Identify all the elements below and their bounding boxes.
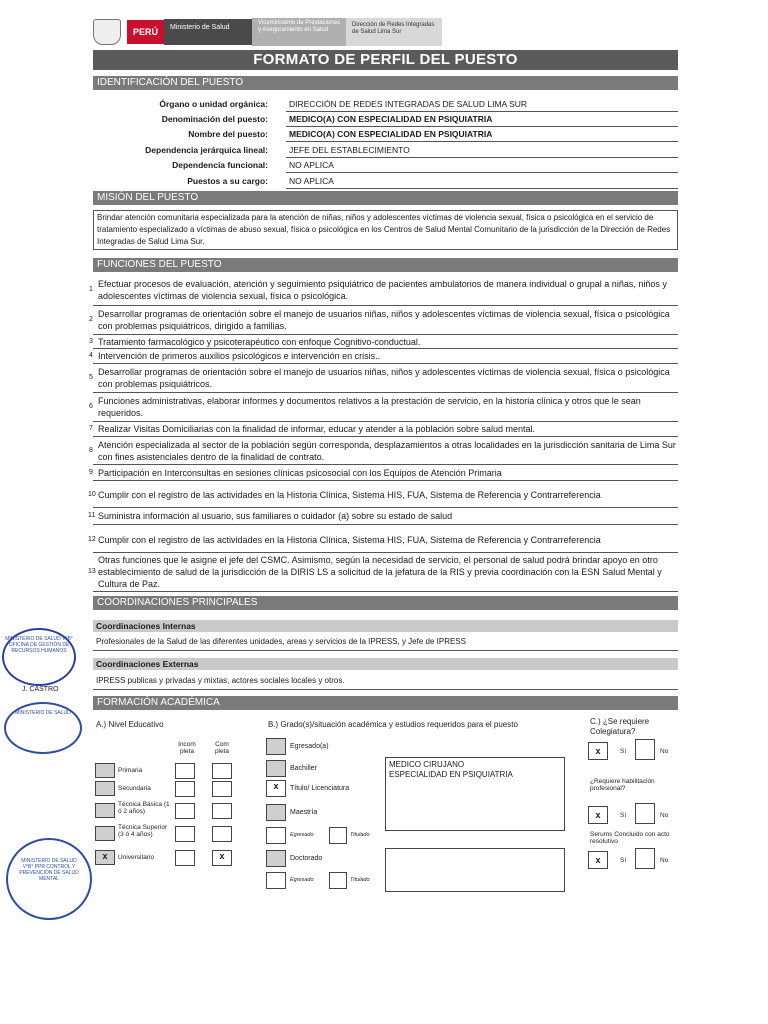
grado-label: Egresado(a) bbox=[290, 743, 329, 750]
completa-checkbox[interactable] bbox=[212, 803, 232, 819]
section-identificacion: IDENTIFICACIÓN DEL PUESTO bbox=[93, 76, 678, 90]
id-row-value: DIRECCIÓN DE REDES INTEGRADAS DE SALUD LIMA SUR bbox=[286, 97, 678, 112]
page-title: FORMATO DE PERFIL DEL PUESTO bbox=[93, 50, 678, 70]
section-mision: MISIÓN DEL PUESTO bbox=[93, 191, 678, 205]
titulado-checkbox[interactable] bbox=[329, 872, 347, 889]
function-row bbox=[88, 483, 678, 508]
titulado-label: Titulado bbox=[350, 877, 370, 883]
egresado-label: Egresado bbox=[290, 832, 314, 838]
completa-label: Com pleta bbox=[214, 741, 230, 755]
id-row-label: Dependencia jerárquica lineal: bbox=[145, 145, 268, 155]
function-row bbox=[89, 335, 678, 349]
grado-label: Título/ Licenciatura bbox=[290, 785, 350, 792]
function-number: 11 bbox=[88, 512, 96, 519]
si-checkbox[interactable]: x bbox=[588, 851, 608, 869]
function-row bbox=[89, 422, 678, 437]
titulado-checkbox[interactable] bbox=[329, 827, 347, 844]
id-row-value: NO APLICA bbox=[286, 174, 678, 189]
no-label: No bbox=[660, 812, 669, 819]
completa-checkbox[interactable] bbox=[212, 781, 232, 797]
coordinaciones-externas-text: IPRESS publicas y privadas y mixtas, actores sociales locales y otros. bbox=[93, 672, 678, 690]
grado-box-maestria bbox=[385, 803, 565, 831]
id-row-label: Órgano o unidad orgánica: bbox=[159, 99, 268, 109]
si-label: Sí bbox=[620, 857, 627, 864]
function-text: Cumplir con el registro de las actividades en la Historia Clínica, Sistema HIS, FUA, Sistema de Referencia y Contrarreferencia bbox=[98, 534, 601, 545]
function-text: Atención especializada al sector de la población según corresponda, desplazamientos a otras localidades en la jurisdicción sanitaria de Lima Sur con fines asistenciales dentro de la finalidad de contrato. bbox=[98, 439, 676, 462]
function-number: 6 bbox=[89, 403, 93, 410]
id-row-value: MEDICO(A) CON ESPECIALIDAD EN PSIQUIATRIA bbox=[286, 112, 678, 127]
grado-checkbox[interactable]: x bbox=[266, 780, 286, 797]
ministry-label: Ministerio de Salud bbox=[164, 19, 252, 45]
section-coordinaciones: COORDINACIONES PRINCIPALES bbox=[93, 596, 678, 610]
nivel-checkbox[interactable] bbox=[95, 826, 115, 841]
function-number: 8 bbox=[89, 446, 93, 454]
function-row bbox=[88, 553, 678, 592]
colegiatura-label: C.) ¿Se requiere Colegiatura? bbox=[590, 717, 650, 736]
si-label: Sí bbox=[620, 748, 627, 755]
function-row bbox=[89, 393, 678, 422]
nivel-checkbox[interactable] bbox=[95, 781, 115, 796]
id-row-value: JEFE DEL ESTABLECIMIENTO bbox=[286, 143, 678, 158]
function-number: 2 bbox=[89, 316, 93, 323]
nivel-checkbox[interactable] bbox=[95, 763, 115, 778]
function-text: Desarrollar programas de orientación sobre el manejo de usuarios niñas, niños y adolescentes víctimas de violencia sexual, física o psicológica con problemas psiquiátricos, dirigido a familias. bbox=[98, 309, 670, 331]
function-number: 5 bbox=[89, 374, 93, 381]
grado-label: Bachiller bbox=[290, 765, 317, 772]
no-checkbox[interactable] bbox=[635, 848, 655, 869]
grado-checkbox[interactable] bbox=[266, 804, 286, 821]
no-checkbox[interactable] bbox=[635, 803, 655, 824]
nivel-label: Primaria bbox=[118, 767, 143, 774]
function-number: 3 bbox=[89, 337, 93, 345]
incompleta-checkbox[interactable] bbox=[175, 826, 195, 842]
function-text: Realizar Visitas Domiciliarias con la finalidad de informar, educar y atender a la población sobre salud mental. bbox=[98, 424, 536, 434]
stamp-salud-mental bbox=[6, 838, 92, 920]
function-text: Desarrollar programas de orientación sobre el manejo de usuarios niñas, niños y adolescentes víctimas de violencia sexual, física o psicológica con problemas psiquiátricos. bbox=[98, 367, 670, 389]
function-text: Tratamiento farmacológico y psicoterapéutico con enfoque Cognitivo-conductual. bbox=[98, 336, 421, 347]
grado-label: B.) Grado(s)/situación académica y estudios requeridos para el puesto bbox=[268, 720, 518, 729]
no-label: No bbox=[660, 748, 669, 755]
nivel-label: Técnica Superior (3 ó 4 años) bbox=[118, 824, 168, 838]
function-text: Cumplir con el registro de las actividades en la Historia Clínica, Sistema HIS, FUA, Sistema de Referencia y Contrarreferencia bbox=[98, 490, 601, 500]
function-number: 13 bbox=[88, 568, 96, 575]
grado-checkbox[interactable] bbox=[266, 738, 286, 755]
direction-label: Dirección de Redes Integradas de Salud Lima Sur bbox=[346, 18, 442, 46]
function-row bbox=[89, 306, 678, 335]
coat-of-arms-icon bbox=[93, 19, 121, 45]
grado-requerido-box: MEDICO CIRUJANO ESPECIALIDAD EN PSIQUIATRIA bbox=[385, 757, 565, 822]
section-funciones: FUNCIONES DEL PUESTO bbox=[93, 258, 678, 272]
function-number: 12 bbox=[88, 535, 96, 543]
function-row bbox=[88, 508, 678, 525]
si-checkbox[interactable]: x bbox=[588, 742, 608, 760]
egresado-checkbox[interactable] bbox=[266, 827, 286, 844]
function-row bbox=[89, 437, 678, 465]
mision-text: Brindar atención comunitaria especializada para la atención de niñas, niños y adolescentes víctimas de violencia sexual, física o psicológica en el servicio de tratamiento especializado a víctimas de abuso sexual, física o psicológica en los Centros de Salud Mental Comunitario de la jurisdicción de la Dirección de Redes Integradas de Salud Lima Sur. bbox=[93, 210, 678, 250]
header-banner bbox=[93, 18, 449, 46]
habilitacion-label: ¿Requiere habilitación profesional? bbox=[590, 778, 655, 792]
completa-checkbox[interactable] bbox=[212, 763, 232, 779]
country-label: PERÚ bbox=[127, 20, 164, 44]
nivel-label: Universitario bbox=[118, 854, 155, 861]
function-text: Otras funciones que le asigne el jefe del CSMC. Asimismo, según la necesidad de servicio, el personal de salud podrá brindar apoyo en otro establecimiento de salud de la jurisdicción de la DIRIS LS a solicitud de la jefatura de la RIS y previa coordinación con la ESN Salud Mental y Cultura de Paz. bbox=[98, 555, 662, 589]
id-row-label: Denominación del puesto: bbox=[161, 114, 268, 124]
incompleta-checkbox[interactable] bbox=[175, 763, 195, 779]
incompleta-checkbox[interactable] bbox=[175, 803, 195, 819]
function-text: Participación en Interconsultas en sesiones clínicas psicosocial con los Equipos de Atención Primaria bbox=[98, 467, 502, 478]
grado-checkbox[interactable] bbox=[266, 850, 286, 867]
function-text: Funciones administrativas, elaborar informes y documentos relativos a la prestación de servicio, en la historia clínica y otros que le sean requeridos. bbox=[98, 396, 641, 418]
nivel-label: Técnica Básica (1 ó 2 años) bbox=[118, 801, 170, 815]
nivel-educativo-label: A.) Nivel Educativo bbox=[96, 720, 164, 729]
id-row-label: Puestos a su cargo: bbox=[187, 176, 268, 186]
nivel-checkbox[interactable] bbox=[95, 803, 115, 818]
vice-ministry-label: Viceministerio de Prestaciones y Aseguramiento en Salud bbox=[252, 18, 346, 46]
function-text: Efectuar procesos de evaluación, atención y seguimiento psiquiátrico de pacientes ambulatorios de manera individual o grupal a niñas, niños y adolescentes víctimas de violencia sexual, física o psicológica. bbox=[98, 279, 667, 301]
stamp-rrhh bbox=[2, 628, 76, 686]
function-row bbox=[88, 527, 678, 553]
incompleta-checkbox[interactable] bbox=[175, 781, 195, 797]
grado-checkbox[interactable] bbox=[266, 760, 286, 777]
no-checkbox[interactable] bbox=[635, 739, 655, 760]
incompleta-label: Incom pleta bbox=[178, 741, 196, 755]
serums-label: Serums Concluido con acto resolutivo bbox=[590, 831, 670, 845]
egresado-label: Egresado bbox=[290, 877, 314, 883]
stamp-ministerio-text: MINISTERIO DE SALUD bbox=[15, 710, 71, 716]
coordinaciones-internas-label: Coordinaciones Internas bbox=[93, 620, 678, 632]
function-number: 4 bbox=[89, 352, 93, 359]
si-label: Sí bbox=[620, 812, 627, 819]
function-number: 1 bbox=[89, 286, 93, 293]
function-row bbox=[89, 465, 678, 481]
egresado-checkbox[interactable] bbox=[266, 872, 286, 889]
nivel-checkbox[interactable]: x bbox=[95, 850, 115, 865]
stamp-signer-name: J. CASTRO bbox=[22, 686, 59, 693]
function-row bbox=[89, 275, 678, 306]
coordinaciones-internas-text: Profesionales de la Salud de las diferentes unidades, areas y servicios de la IPRESS, y Jefe de IPRESS bbox=[93, 633, 678, 651]
section-formacion: FORMACIÓN ACADÉMICA bbox=[93, 696, 678, 710]
grado-label: Doctorado bbox=[290, 855, 323, 862]
function-text: Suministra información al usuario, sus familiares o cuidador (a) sobre su estado de salud bbox=[98, 511, 453, 521]
no-label: No bbox=[660, 857, 669, 864]
function-number: 10 bbox=[88, 491, 96, 498]
nivel-label: Secundaria bbox=[118, 785, 151, 792]
id-row-label: Dependencia funcional: bbox=[172, 160, 268, 170]
stamp-salud-mental-text: MINISTERIO DE SALUD V°B° PPR CONTROL Y PREVENCIÓN DE SALUD MENTAL bbox=[19, 858, 79, 882]
id-row-value: MEDICO(A) CON ESPECIALIDAD EN PSIQUIATRIA bbox=[286, 127, 678, 142]
titulado-label: Titulado bbox=[350, 832, 370, 838]
function-text: Intervención de primeros auxilios psicológicos e intervención en crisis.. bbox=[98, 351, 381, 361]
id-row-label: Nombre del puesto: bbox=[188, 129, 268, 139]
stamp-ministerio bbox=[4, 702, 82, 754]
function-number: 9 bbox=[89, 468, 93, 476]
function-row bbox=[89, 364, 678, 393]
function-row bbox=[89, 349, 678, 364]
id-row-value: NO APLICA bbox=[286, 158, 678, 173]
incompleta-checkbox[interactable] bbox=[175, 850, 195, 866]
completa-checkbox[interactable]: x bbox=[212, 850, 232, 866]
stamp-rrhh-text: MINISTERIO DE SALUD V°B° OFICINA DE GESTIÓN DE RECURSOS HUMANOS bbox=[5, 636, 73, 654]
function-number: 7 bbox=[89, 425, 93, 432]
grado-box-doctorado bbox=[385, 848, 565, 892]
completa-checkbox[interactable] bbox=[212, 826, 232, 842]
coordinaciones-externas-label: Coordinaciones Externas bbox=[93, 658, 678, 670]
si-checkbox[interactable]: x bbox=[588, 806, 608, 824]
grado-label: Maestría bbox=[290, 809, 318, 816]
